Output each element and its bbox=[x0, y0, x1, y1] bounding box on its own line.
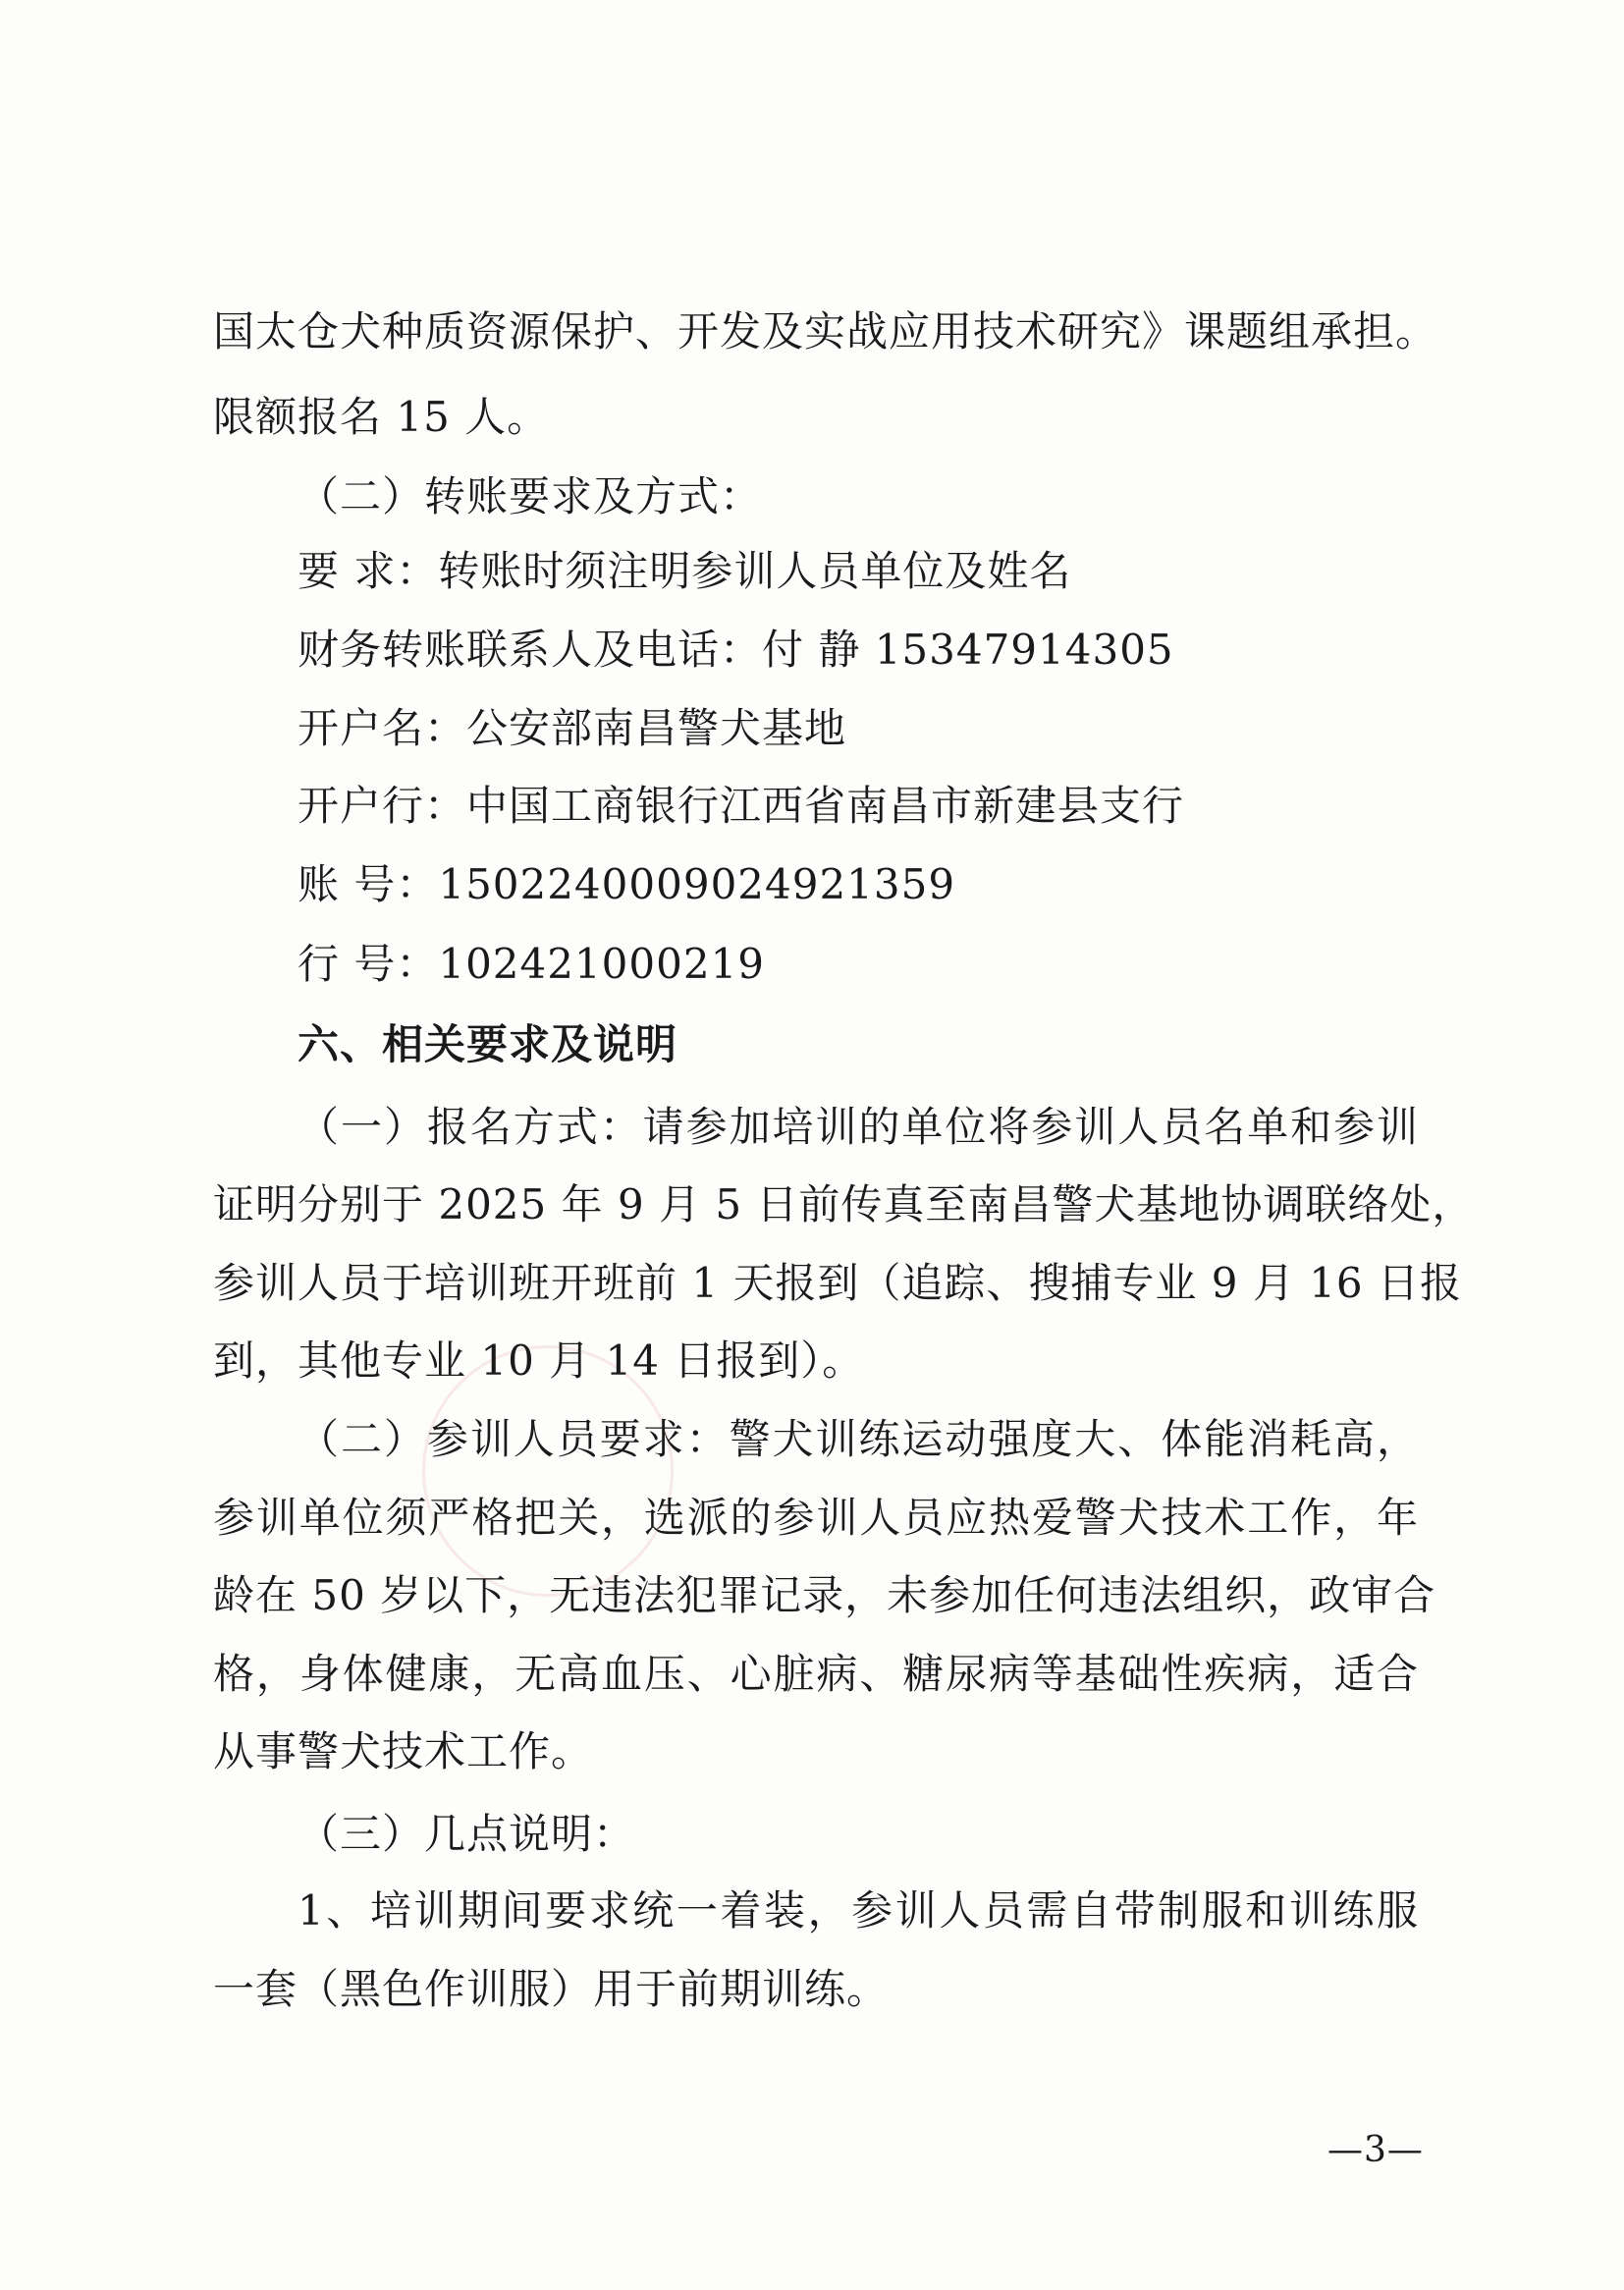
text-line-finance-contact: 财务转账联系人及电话：付 静 15347914305 bbox=[298, 626, 1174, 674]
text-line-selection: 参训单位须严格把关，选派的参训人员应热爱警犬技术工作，年 bbox=[213, 1494, 1419, 1542]
text-line-participant-requirements: （二）参训人员要求：警犬训练运动强度大、体能消耗高， bbox=[298, 1415, 1419, 1463]
text-line-transfer-requirement: 要 求：转账时须注明参训人员单位及姓名 bbox=[298, 547, 1072, 595]
text-line-report-date-other: 到，其他专业 10 月 14 日报到）。 bbox=[213, 1336, 865, 1385]
text-line-registration-deadline: 证明分别于 2025 年 9 月 5 日前传真至南昌警犬基地协调联络处， bbox=[213, 1180, 1475, 1228]
text-line-uniform-note: 1、培训期间要求统一着装，参训人员需自带制服和训练服 bbox=[298, 1886, 1419, 1935]
section-heading-requirements: 六、相关要求及说明 bbox=[298, 1020, 678, 1068]
text-line-age-record: 龄在 50 岁以下，无违法犯罪记录，未参加任何违法组织，政审合 bbox=[213, 1571, 1436, 1619]
text-line-bank: 开户行：中国工商银行江西省南昌市新建县支行 bbox=[298, 782, 1185, 830]
text-line-bank-code: 行 号：102421000219 bbox=[298, 940, 766, 988]
text-line-account-number: 账 号：1502240009024921359 bbox=[298, 860, 956, 908]
subheading-transfer-requirements: （二）转账要求及方式： bbox=[298, 472, 763, 520]
text-line-quota: 限额报名 15 人。 bbox=[213, 393, 550, 441]
text-line-registration-method: （一）报名方式：请参加培训的单位将参训人员名单和参训 bbox=[298, 1103, 1419, 1151]
text-line-uniform-note-continued: 一套（黑色作训服）用于前期训练。 bbox=[213, 1965, 890, 2013]
subheading-notes: （三）几点说明： bbox=[298, 1810, 636, 1858]
text-line-project-continuation: 国太仓犬种质资源保护、开发及实战应用技术研究》课题组承担。 bbox=[213, 307, 1438, 355]
text-line-suitability: 从事警犬技术工作。 bbox=[213, 1727, 594, 1775]
page-number: —3— bbox=[1327, 2130, 1424, 2170]
text-line-health: 格，身体健康，无高血压、心脏病、糖尿病等基础性疾病，适合 bbox=[213, 1650, 1419, 1698]
text-line-report-date: 参训人员于培训班开班前 1 天报到（追踪、搜捕专业 9 月 16 日报 bbox=[213, 1259, 1462, 1307]
text-line-account-name: 开户名：公安部南昌警犬基地 bbox=[298, 704, 847, 752]
